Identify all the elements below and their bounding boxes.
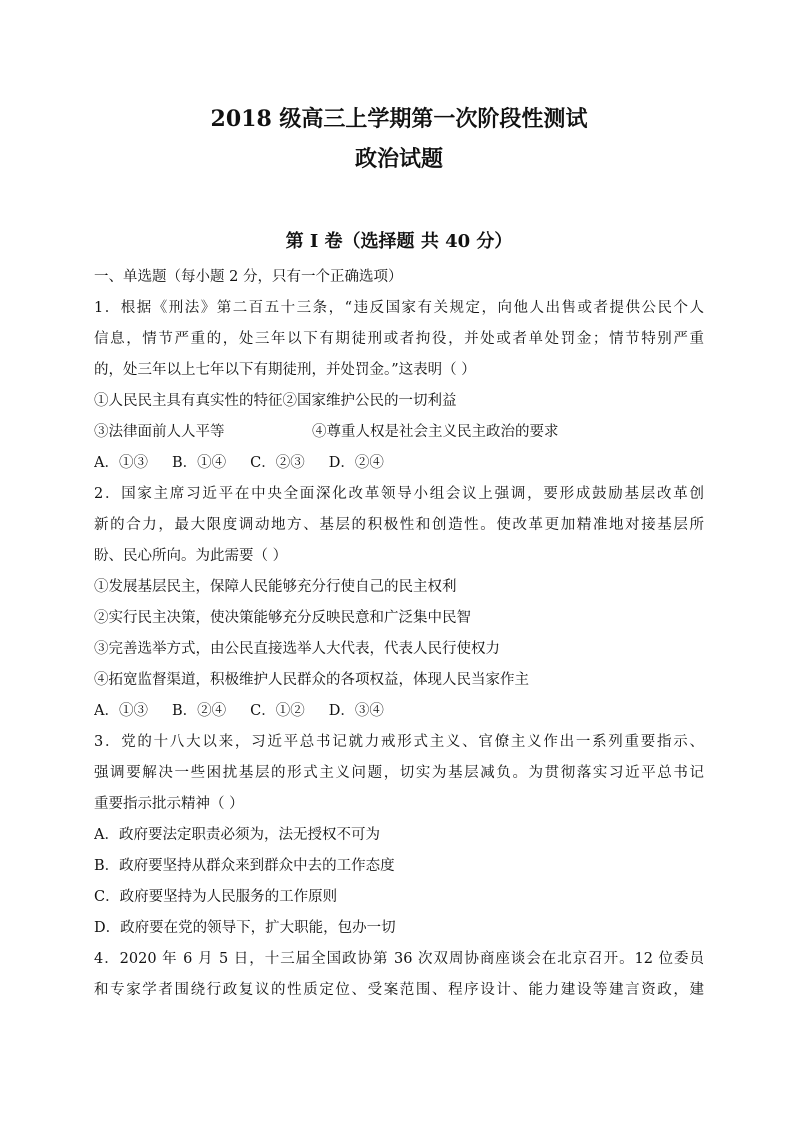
question-content [94, 262, 704, 1006]
question-2-options [94, 696, 704, 727]
question-4-stem-line: 和专家学者围绕行政复议的性质定位、受案范围、程序设计、能力建设等建言资政，建 [94, 982, 704, 998]
question-1-statement: ①人民民主具有真实性的特征②国家维护公民的一切利益 [94, 393, 457, 409]
question-4-stem-line: 4．2020 年 6 月 5 日，十三届全国政协第 36 次双周协商座谈会在北京召开。12 位委员 [94, 951, 704, 967]
option-b: B．②④ [171, 703, 227, 719]
option-c: C．②③ [250, 455, 305, 471]
question-3-stem-line: 强调要解决一些困扰基层的形式主义问题，切实为基层减负。为贯彻落实习近平总书记 [94, 765, 704, 781]
option-d: D．③④ [328, 703, 384, 719]
question-3-stem-line: 3．党的十八大以来，习近平总书记就力戒形式主义、官僚主义作出一系列重要指示、 [94, 734, 704, 750]
question-2-stem-line: 2．国家主席习近平在中央全面深化改革领导小组会议上强调，要形成鼓励基层改革创 [94, 486, 704, 502]
section-instruction: 一、单选题（每小题 2 分，只有一个正确选项） [94, 269, 403, 285]
question-1-stem-line: 信息，情节严重的，处三年以下有期徒刑或者拘役，并处或者单处罚金；情节特别严重 [94, 331, 704, 347]
option-b: B．①④ [171, 455, 227, 471]
question-1-statement: ④尊重人权是社会主义民主政治的要求 [312, 424, 559, 440]
question-2-stem-line: 新的合力，最大限度调动地方、基层的积极性和创造性。使改革更加精准地对接基层所 [94, 517, 704, 533]
document-subtitle: 政治试题 [354, 146, 443, 172]
question-3-choice-d: D．政府要在党的领导下，扩大职能，包办一切 [94, 920, 396, 936]
question-2-statement: ③完善选举方式，由公民直接选举人大代表，代表人民行使权力 [94, 641, 500, 657]
option-a: A．①③ [94, 455, 148, 471]
question-1-stem-line: 的，处三年以上七年以下有期徒刑，并处罚金。”这表明（ ） [94, 362, 476, 378]
question-1-statement-pair [94, 417, 704, 448]
option-d: D．②④ [328, 455, 384, 471]
question-1-stem-line: 1．根据《刑法》第二百五十三条，“违反国家有关规定，向他人出售或者提供公民个人 [94, 300, 704, 316]
question-1-statement: ③法律面前人人平等 [94, 424, 225, 440]
question-2-stem-line: 盼、民心所向。为此需要（ ） [94, 548, 288, 564]
option-a: A．①③ [94, 703, 148, 719]
option-c: C．①② [250, 703, 305, 719]
question-3-choice-b: B．政府要坚持从群众来到群众中去的工作态度 [94, 858, 395, 874]
question-2-statement: ④拓宽监督渠道，积极维护人民群众的各项权益，体现人民当家作主 [94, 672, 529, 688]
question-3-stem-line: 重要指示批示精神（ ） [94, 796, 244, 812]
question-1-options [94, 448, 704, 479]
question-2-statement: ②实行民主决策，使决策能够充分反映民意和广泛集中民智 [94, 610, 471, 626]
section-title: 第 I 卷（选择题 共 40 分） [285, 231, 513, 252]
question-2-statement: ①发展基层民主，保障人民能够充分行使自己的民主权利 [94, 579, 457, 595]
document-title: 2018 级高三上学期第一次阶段性测试 [210, 106, 588, 132]
question-3-choice-c: C．政府要坚持为人民服务的工作原则 [94, 889, 338, 905]
question-3-choice-a: A．政府要法定职责必须为，法无授权不可为 [94, 827, 380, 843]
